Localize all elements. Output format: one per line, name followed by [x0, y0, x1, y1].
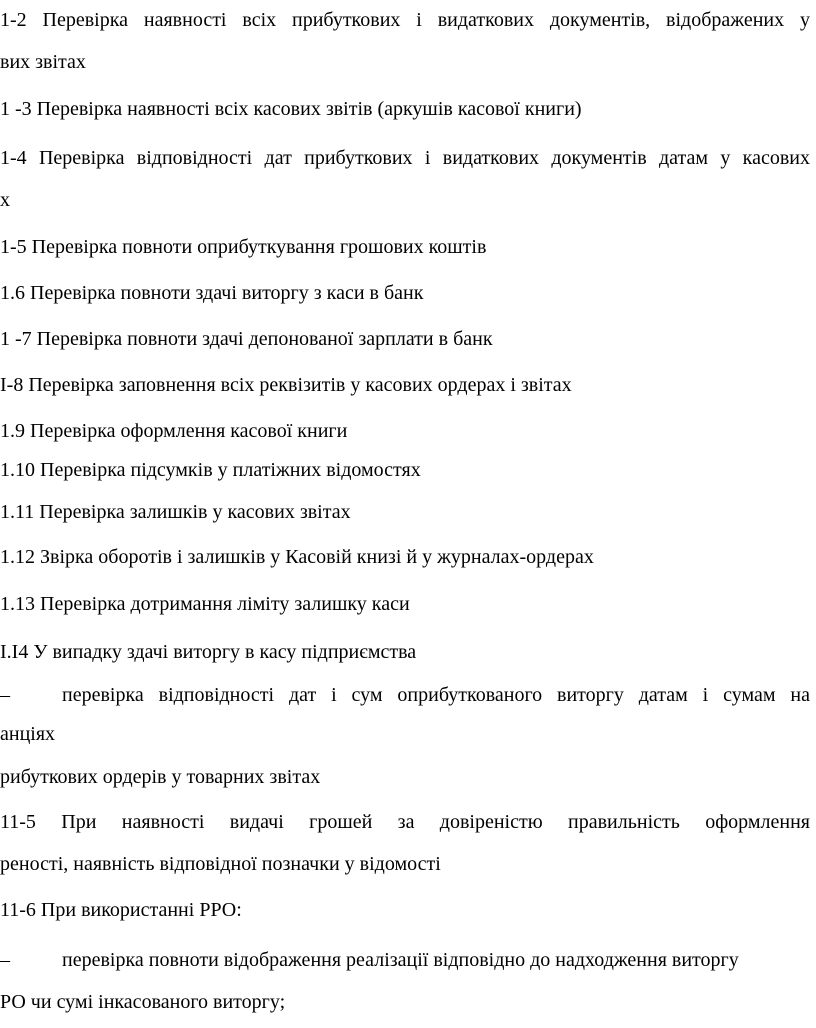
item-11-5-line-2: реності, наявність відповідної позначки у відомості [0, 853, 441, 875]
item-1-14: I.I4 У випадку здачі виторгу в касу підприємства [0, 641, 417, 663]
dash-bullet: – [0, 949, 10, 971]
item-1-8: I-8 Перевірка заповнення всіх реквізитів у касових ордерах і звітах [0, 374, 572, 396]
item-1-10: 1.10 Перевірка підсумків у платіжних відомостях [0, 459, 421, 481]
item-1-2-line-1: 1-2 Перевірка наявності всіх прибуткових і видаткових документів, відображених у [0, 9, 810, 31]
sub-item-11-6-line-1: перевірка повноти відображення реалізації відповідно до надходження виторгу [62, 949, 739, 971]
item-1-4-line-1: 1-4 Перевірка відповідності дат прибуткових і видаткових документів датам у касових [0, 147, 810, 169]
sub-item-1-14-line-1: перевірка відповідності дат і сум оприбуткованого виторгу датам і сумам на [62, 684, 810, 706]
dash-bullet: – [0, 684, 10, 706]
sub-item-1-14-line-3: рибуткових ордерів у товарних звітах [0, 766, 321, 788]
sub-item-11-6-line-2: РО чи сумі інкасованого виторгу; [0, 991, 286, 1013]
sub-item-1-14-line-2: анціях [0, 723, 56, 745]
item-1-4-line-2: х [0, 189, 10, 211]
item-1-7: 1 -7 Перевірка повноти здачі депонованої зарплати в банк [0, 328, 493, 350]
item-11-5-line-1: 11-5 При наявності видачі грошей за довіреністю правильність оформлення [0, 811, 810, 833]
item-1-2-line-2: вих звітах [0, 51, 86, 73]
item-1-12: 1.12 Звірка оборотів і залишків у Касовій книзі й у журналах-ордерах [0, 546, 594, 568]
item-1-9: 1.9 Перевірка оформлення касової книги [0, 420, 348, 442]
item-1-6: 1.6 Перевірка повноти здачі виторгу з каси в банк [0, 282, 424, 304]
item-1-5: 1-5 Перевірка повноти оприбуткування грошових коштів [0, 236, 487, 258]
item-11-6: 11-6 При використанні РРО: [0, 899, 242, 921]
item-1-3: 1 -3 Перевірка наявності всіх касових звітів (аркушів касової книги) [0, 98, 582, 120]
item-1-11: 1.11 Перевірка залишків у касових звітах [0, 501, 351, 523]
item-1-13: 1.13 Перевірка дотримання ліміту залишку каси [0, 593, 410, 615]
